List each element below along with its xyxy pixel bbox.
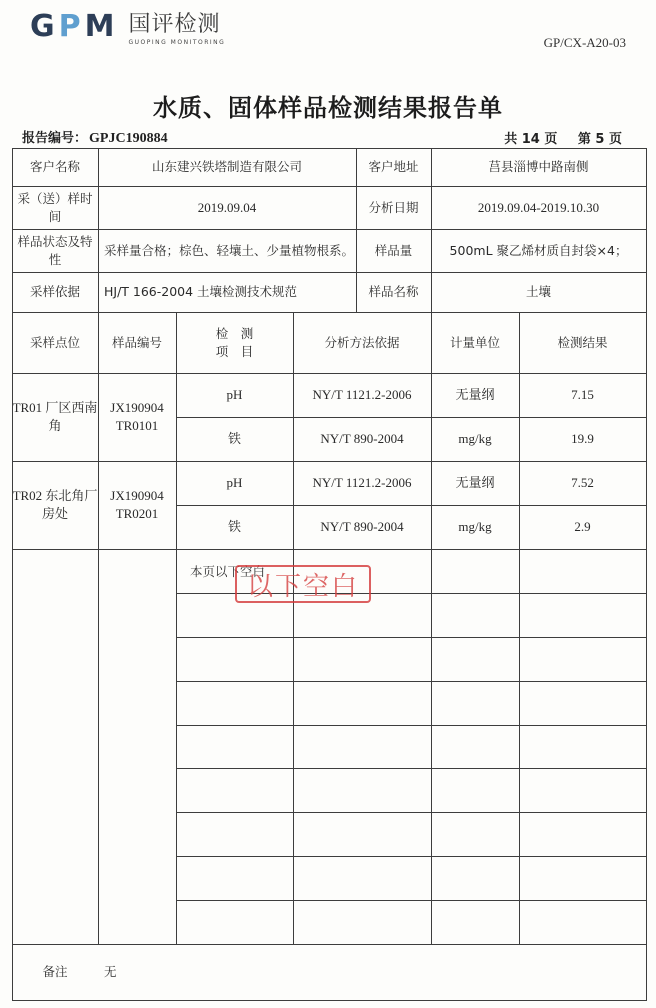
sampling-basis-label: 采样依据 — [29, 284, 80, 299]
report-number-value: GPJC190884 — [89, 131, 168, 146]
sample-location: TR01 厂区西南角 — [12, 400, 98, 433]
sample-quantity-label: 样品量 — [374, 242, 413, 258]
sample-state-value: 采样量合格；棕色、轻壤土、少量植物根系。 — [104, 242, 355, 258]
sample-code: JX190904 TR0201 — [110, 488, 164, 521]
page-count — [504, 128, 622, 147]
result: 2.9 — [574, 519, 591, 534]
method: NY/T 890-2004 — [320, 431, 404, 446]
col-sample-code: 样品编号 — [111, 334, 162, 350]
analysis-date-label: 分析日期 — [368, 199, 419, 215]
company-logo — [30, 8, 226, 46]
sampling-basis-value: HJ/T 166-2004 土壤检测技术规范 — [104, 284, 298, 299]
result: 19.9 — [571, 431, 594, 446]
sample-code: JX190904 TR0101 — [110, 400, 164, 433]
report-number-label: 报告编号： — [22, 131, 88, 146]
logo-chinese: 国评检测 — [128, 11, 221, 37]
sample-location: TR02 东北角厂房处 — [12, 488, 98, 521]
result: 7.15 — [571, 387, 594, 402]
unit: 无量纲 — [455, 387, 495, 402]
blank-stamp: 以下空白 — [235, 565, 371, 603]
method: NY/T 890-2004 — [320, 519, 404, 534]
unit: mg/kg — [458, 431, 492, 446]
unit: mg/kg — [458, 519, 492, 534]
client-address-value: 莒县淄博中路南侧 — [488, 159, 589, 174]
total-pages: 共 14 页 — [504, 132, 558, 147]
col-result: 检测结果 — [557, 334, 608, 350]
sample-name-value: 土壤 — [525, 284, 551, 299]
sample-state-label: 样品状态及特性 — [17, 233, 93, 267]
remarks-value: 无 — [104, 964, 117, 979]
client-name-label: 客户名称 — [29, 159, 80, 174]
col-test-item: 检 测 项 目 — [215, 325, 254, 359]
remarks-label: 备注 — [42, 964, 68, 979]
result: 7.52 — [571, 475, 594, 490]
unit: 无量纲 — [455, 475, 495, 490]
logo-english: GUOPING MONITORING — [128, 38, 226, 46]
client-name-value: 山东建兴铁塔制造有限公司 — [151, 159, 302, 174]
test-item: pH — [226, 387, 243, 402]
col-location: 采样点位 — [29, 334, 80, 350]
report-number — [22, 127, 168, 147]
sample-quantity-value: 500mL 聚乙烯材质自封袋×4； — [449, 242, 628, 258]
blank-note: 本页以下空白 — [190, 564, 266, 579]
col-method: 分析方法依据 — [324, 334, 400, 350]
logo-letters: GPM — [30, 8, 119, 44]
col-unit: 计量单位 — [449, 334, 500, 350]
sample-name-label: 样品名称 — [368, 284, 419, 299]
current-page: 第 5 页 — [577, 132, 622, 147]
client-address-label: 客户地址 — [368, 159, 419, 174]
test-item: pH — [226, 475, 243, 490]
method: NY/T 1121.2-2006 — [312, 475, 412, 490]
test-item: 铁 — [227, 519, 241, 534]
test-item: 铁 — [227, 431, 241, 446]
sampling-time-value: 2019.09.04 — [197, 199, 257, 215]
document-code: GP/CX-A20-03 — [543, 35, 626, 50]
report-title: 水质、固体样品检测结果报告单 — [153, 93, 503, 122]
analysis-date-value: 2019.09.04-2019.10.30 — [477, 199, 600, 215]
sampling-time-label: 采（送）样时间 — [17, 190, 93, 224]
method: NY/T 1121.2-2006 — [312, 387, 412, 402]
